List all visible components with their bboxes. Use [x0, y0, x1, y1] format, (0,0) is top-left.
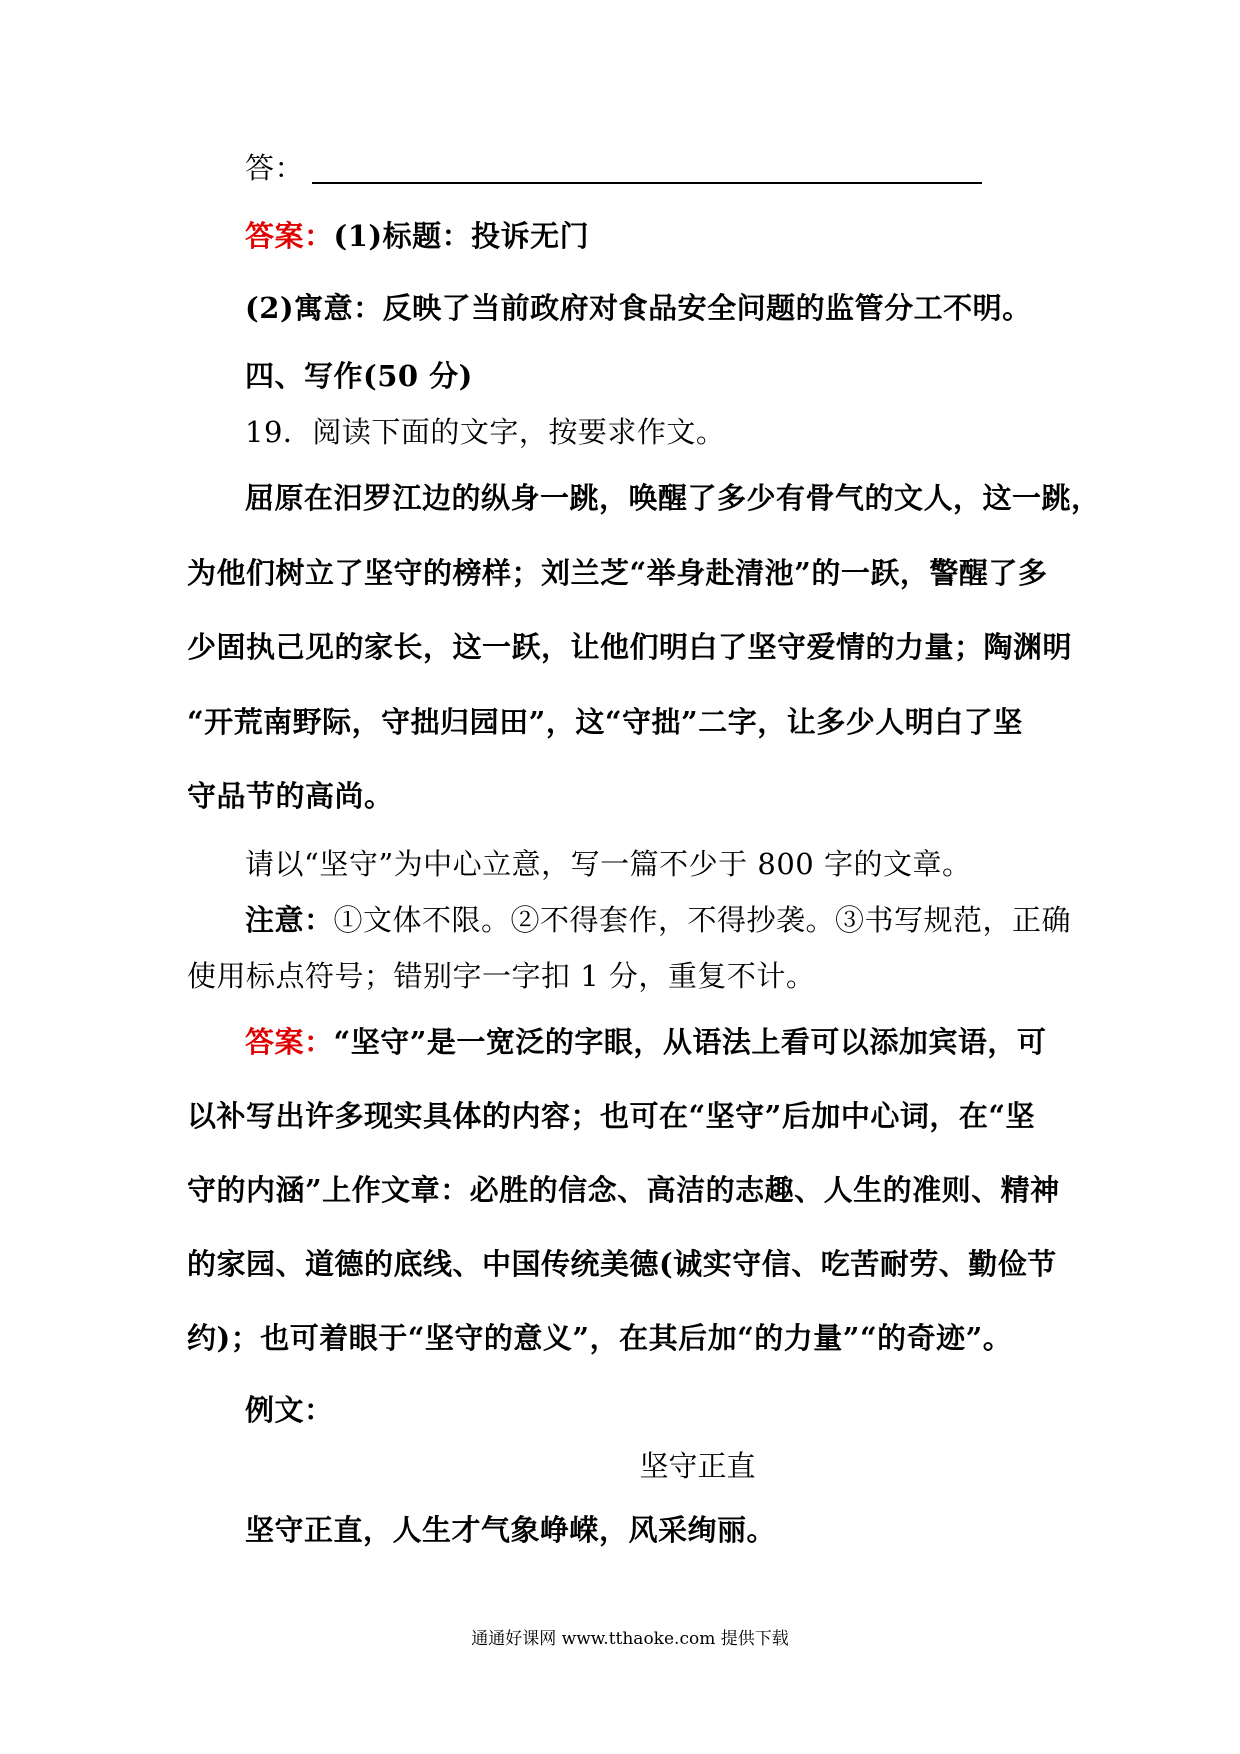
answer-label: 答案：: [245, 1025, 334, 1059]
material-line-4: “开荒南野际，守拙归园田”，这“守拙”二字，让多少人明白了坚: [187, 705, 1023, 739]
notice-line-2: 使用标点符号；错别字一字扣 1 分，重复不计。: [187, 959, 816, 993]
example-title: 坚守正直: [639, 1449, 756, 1483]
answer-blank-rule: [312, 182, 982, 184]
answer-18-title: (1)标题：投诉无门: [333, 219, 590, 253]
material-line-5: 守品节的高尚。: [187, 779, 394, 813]
answer-prompt-label: 答：: [245, 151, 305, 185]
material-line-2: 为他们树立了坚守的榜样；刘兰芝“举身赴清池”的一跃，警醒了多: [187, 556, 1048, 590]
answer-18-line-2: (2)寓意：反映了当前政府对食品安全问题的监管分工不明。: [245, 291, 1032, 325]
page-footer: 通通好课网 www.tthaoke.com 提供下载: [471, 1629, 789, 1649]
answer-19-line-2: 以补写出许多现实具体的内容；也可在“坚守”后加中心词，在“坚: [187, 1099, 1036, 1133]
answer-18-line-1: [245, 218, 589, 254]
notice-label: 注意：: [245, 903, 334, 937]
answer-prompt-line: [245, 150, 982, 186]
material-line-3: 少固执己见的家长，这一跃，让他们明白了坚守爱情的力量；陶渊明: [187, 630, 1073, 664]
section-heading: 四、写作(50 分): [245, 359, 473, 393]
notice-line-1: [245, 902, 1071, 938]
answer-19-line-1: [245, 1024, 1046, 1060]
question-stem: 19．阅读下面的文字，按要求作文。: [245, 415, 726, 449]
answer-19-line-3: 守的内涵”上作文章：必胜的信念、高洁的志趣、人生的准则、精神: [187, 1173, 1060, 1207]
answer-19-line-5: 约)；也可着眼于“坚守的意义”，在其后加“的力量”“的奇迹”。: [187, 1321, 1013, 1355]
material-line-1: 屈原在汨罗江边的纵身一跳，唤醒了多少有骨气的文人，这一跳，: [245, 481, 1101, 515]
answer-19-text-1: “坚守”是一宽泛的字眼，从语法上看可以添加宾语，可: [333, 1025, 1047, 1059]
example-first-line: 坚守正直，人生才气象峥嵘，风采绚丽。: [245, 1513, 777, 1547]
notice-text-1: ①文体不限。②不得套作，不得抄袭。③书写规范，正确: [333, 903, 1072, 937]
answer-label: 答案：: [245, 219, 334, 253]
example-label: 例文：: [245, 1393, 334, 1427]
task-line: 请以“坚守”为中心立意，写一篇不少于 800 字的文章。: [245, 847, 972, 881]
answer-19-line-4: 的家园、道德的底线、中国传统美德(诚实守信、吃苦耐劳、勤俭节: [187, 1247, 1057, 1281]
